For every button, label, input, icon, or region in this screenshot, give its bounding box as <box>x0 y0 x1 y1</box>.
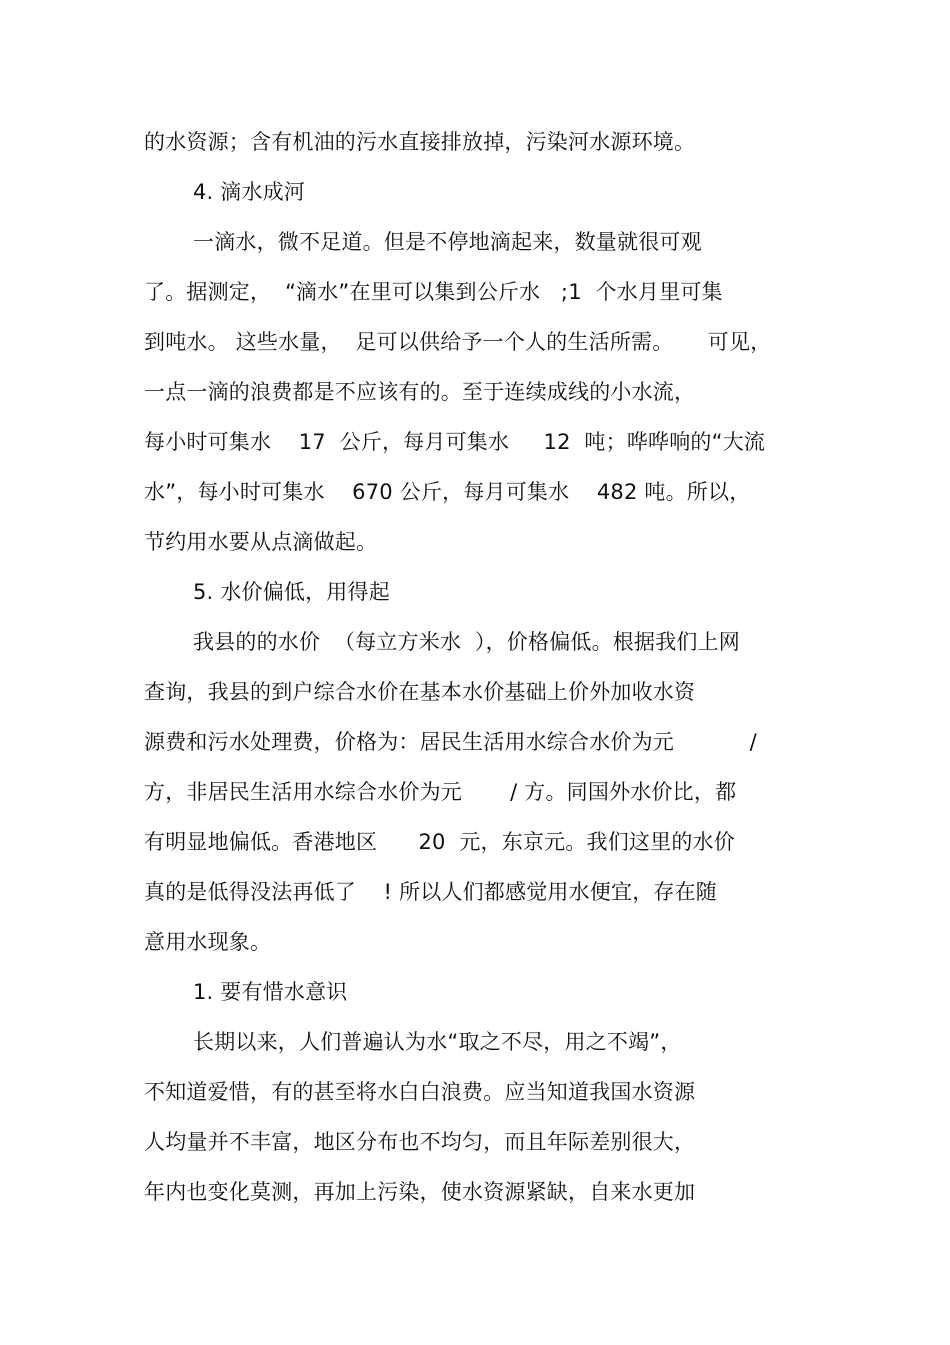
text-line: 到吨水。 这些水量， 足可以供给予一个人的生活所需。 可见， <box>144 330 772 354</box>
section-heading: 1. 要有惜水意识 <box>193 980 348 1004</box>
text-line: 每小时可集水 17 公斤，每月可集水 12 吨；哗哗响的“大流 <box>144 430 766 454</box>
text-line: 不知道爱惜，有的甚至将水白白浪费。应当知道我国水资源 <box>144 1080 696 1104</box>
section-heading: 4. 滴水成河 <box>193 180 306 204</box>
text-line: 一点一滴的浪费都是不应该有的。至于连续成线的小水流， <box>144 380 696 404</box>
text-line: 了。据测定， “滴水”在里可以集到公斤水 ;1 个水月里可集 <box>144 280 723 304</box>
text-line: 方，非居民生活用水综合水价为元 / 方。同国外水价比，都 <box>144 780 737 804</box>
section-heading: 5. 水价偏低，用得起 <box>193 580 390 604</box>
text-line: 查询，我县的到户综合水价在基本水价基础上价外加收水资 <box>144 680 696 704</box>
text-line: 意用水现象。 <box>144 930 272 954</box>
text-line: 我县的的水价 （每立方米水 ），价格偏低。根据我们上网 <box>193 630 740 654</box>
text-line: 一滴水，微不足道。但是不停地滴起来，数量就很可观 <box>193 230 702 254</box>
text-line: 节约用水要从点滴做起。 <box>144 530 378 554</box>
text-line: 有明显地偏低。香港地区 20 元，东京元。我们这里的水价 <box>144 830 735 854</box>
text-line: 水”，每小时可集水 670 公斤，每月可集水 482 吨。所以， <box>144 480 751 504</box>
text-line: 年内也变化莫测，再加上污染，使水资源紧缺，自来水更加 <box>144 1180 696 1204</box>
text-line: 源费和污水处理费，价格为：居民生活用水综合水价为元 / <box>144 730 757 754</box>
text-line: 的水资源；含有机油的污水直接排放掉，污染河水源环境。 <box>144 130 696 154</box>
text-line: 真的是低得没法再低了 ! 所以人们都感觉用水便宜，存在随 <box>144 880 717 904</box>
text-line: 长期以来，人们普遍认为水“取之不尽，用之不竭”， <box>193 1030 682 1054</box>
text-line: 人均量并不丰富，地区分布也不均匀，而且年际差别很大， <box>144 1130 696 1154</box>
